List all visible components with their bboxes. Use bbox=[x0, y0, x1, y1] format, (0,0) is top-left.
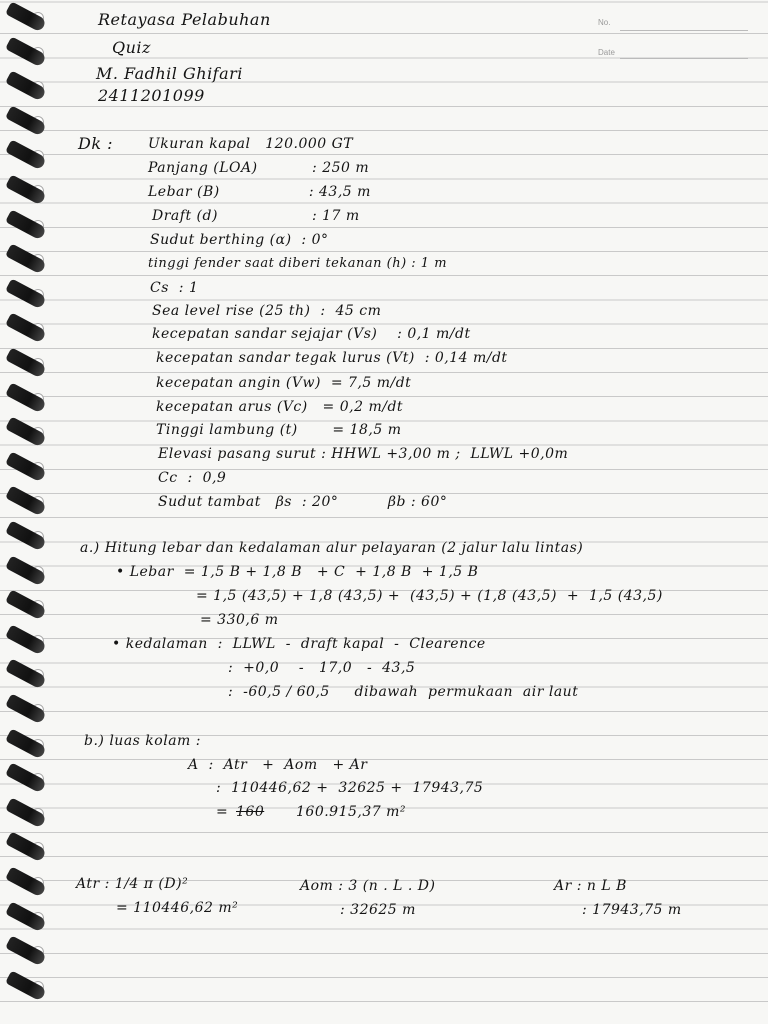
binding-ring bbox=[5, 417, 47, 448]
atr-formula: Atr : 1/4 π (D)² bbox=[76, 876, 189, 892]
binding-ring bbox=[5, 797, 47, 828]
binding-ring bbox=[5, 36, 47, 67]
date-line bbox=[620, 58, 748, 59]
given-line: Draft (d) : 17 m bbox=[152, 208, 360, 224]
binding-ring bbox=[5, 659, 47, 690]
part-a-line: • kedalaman : LLWL - draft kapal - Clearence bbox=[112, 636, 486, 652]
aom-formula: Aom : 3 (n . L . D) bbox=[300, 878, 436, 894]
given-line: Cc : 0,9 bbox=[158, 470, 227, 486]
binding-ring bbox=[5, 244, 47, 275]
binding-ring bbox=[5, 832, 47, 863]
binding-ring bbox=[5, 936, 47, 967]
part-a-line: = 330,6 m bbox=[200, 612, 279, 628]
given-line: Lebar (B) : 43,5 m bbox=[148, 184, 371, 200]
binding-ring bbox=[5, 209, 47, 240]
binding-ring bbox=[5, 278, 47, 309]
given-line: kecepatan sandar tegak lurus (Vt) : 0,14 m/dt bbox=[156, 350, 508, 366]
binding-ring bbox=[5, 1, 47, 32]
part-a-line: = 1,5 (43,5) + 1,8 (43,5) + (43,5) + (1,8 (43,5) + 1,5 (43,5) bbox=[196, 588, 663, 604]
part-b-title: b.) luas kolam : bbox=[84, 733, 201, 749]
ar-formula: Ar : n L B bbox=[554, 878, 627, 894]
binding-ring bbox=[5, 693, 47, 724]
student-name: M. Fadhil Ghifari bbox=[96, 64, 243, 83]
no-line bbox=[620, 30, 748, 31]
given-line: Panjang (LOA) : 250 m bbox=[148, 160, 370, 176]
binding-ring bbox=[5, 140, 47, 171]
given-line: kecepatan arus (Vc) = 0,2 m/dt bbox=[156, 399, 404, 415]
part-b-line: A : Atr + Aom + Ar bbox=[188, 757, 368, 773]
date-label: Date bbox=[598, 48, 615, 57]
given-line: Sudut tambat βs : 20° βb : 60° bbox=[158, 494, 448, 510]
ar-result: : 17943,75 m bbox=[582, 902, 682, 918]
binding-ring bbox=[5, 486, 47, 517]
binding-ring bbox=[5, 970, 47, 1001]
spiral-binding bbox=[0, 0, 52, 1024]
binding-ring bbox=[5, 174, 47, 205]
given-line: kecepatan angin (Vw) = 7,5 m/dt bbox=[156, 375, 412, 391]
given-line: kecepatan sandar sejajar (Vs) : 0,1 m/dt bbox=[152, 326, 471, 342]
part-a-line: : -60,5 / 60,5 dibawah permukaan air laut bbox=[228, 684, 579, 700]
given-line: Ukuran kapal 120.000 GT bbox=[148, 136, 354, 152]
binding-ring bbox=[5, 347, 47, 378]
binding-ring bbox=[5, 520, 47, 551]
part-b-result: 160.915,37 m² bbox=[296, 804, 406, 820]
binding-ring bbox=[5, 313, 47, 344]
given-line: Elevasi pasang surut : HHWL +3,00 m ; LLWL +0,0m bbox=[158, 446, 569, 462]
binding-ring bbox=[5, 590, 47, 621]
no-label: No. bbox=[598, 18, 611, 27]
given-line: tinggi fender saat diberi tekanan (h) : 1 m bbox=[148, 256, 448, 271]
quiz-title: Quiz bbox=[112, 38, 151, 57]
student-id: 2411201099 bbox=[98, 86, 205, 105]
binding-ring bbox=[5, 728, 47, 759]
part-a-line: : +0,0 - 17,0 - 43,5 bbox=[228, 660, 416, 676]
binding-ring bbox=[5, 105, 47, 136]
binding-ring bbox=[5, 901, 47, 932]
atr-result: = 110446,62 m² bbox=[116, 900, 239, 916]
binding-ring bbox=[5, 382, 47, 413]
part-a-title: a.) Hitung lebar dan kedalaman alur pelayaran (2 jalur lalu lintas) bbox=[80, 540, 584, 556]
part-b-line: = bbox=[216, 804, 229, 820]
binding-ring bbox=[5, 451, 47, 482]
aom-result: : 32625 m bbox=[340, 902, 416, 918]
binding-ring bbox=[5, 624, 47, 655]
part-b-line: : 110446,62 + 32625 + 17943,75 bbox=[216, 780, 484, 796]
given-label: Dk : bbox=[78, 134, 113, 153]
given-line: Cs : 1 bbox=[150, 280, 199, 296]
given-line: Sea level rise (25 th) : 45 cm bbox=[152, 303, 382, 319]
given-line: Sudut berthing (α) : 0° bbox=[150, 232, 329, 248]
binding-ring bbox=[5, 763, 47, 794]
given-line: Tinggi lambung (t) = 18,5 m bbox=[156, 422, 402, 438]
part-a-line: • Lebar = 1,5 B + 1,8 B + C + 1,8 B + 1,5 B bbox=[116, 564, 479, 580]
binding-ring bbox=[5, 555, 47, 586]
course-title: Retayasa Pelabuhan bbox=[98, 10, 271, 29]
binding-ring bbox=[5, 866, 47, 897]
binding-ring bbox=[5, 71, 47, 102]
struck-text: 160 bbox=[236, 804, 265, 820]
